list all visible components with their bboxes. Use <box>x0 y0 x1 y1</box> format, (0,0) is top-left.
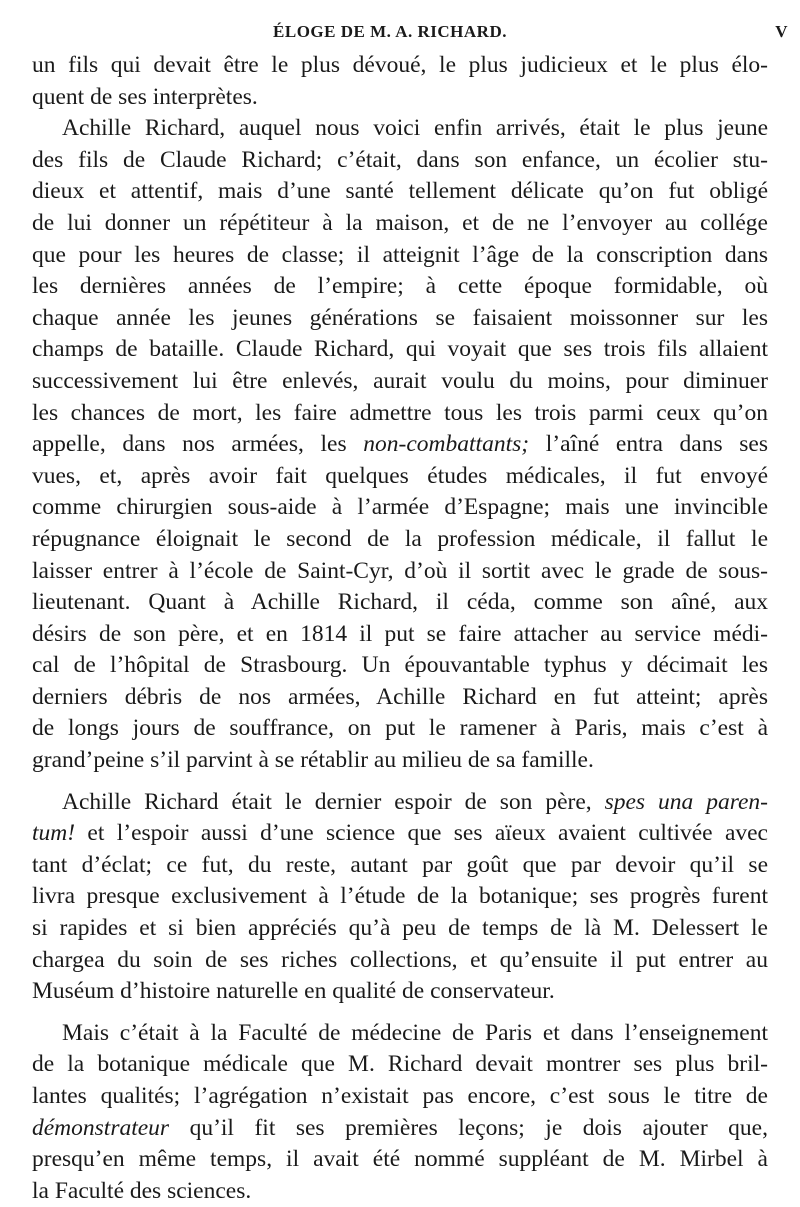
paragraph <box>32 113 768 776</box>
text-line: un fils qui devait être le plus dévoué, le plus judicieux et le plus élo- <box>32 52 768 78</box>
paragraph-gap <box>32 1008 768 1018</box>
text-line: les dernières années de l’empire; à cette époque formidable, où <box>32 273 768 300</box>
running-head <box>40 22 788 48</box>
paragraph <box>32 50 768 113</box>
text-line: chargea du soin de ses riches collections, et qu’ensuite il put entrer au <box>32 946 768 973</box>
body-text <box>32 50 768 1207</box>
text-line: dieux et attentif, mais d’une santé tellement délicate qu’on fut obligé <box>32 178 768 205</box>
text-line: de la botanique médicale que M. Richard devait montrer ses plus bril- <box>32 1051 768 1078</box>
text-line: désirs de son père, et en 1814 il put se faire attacher au service médi- <box>32 620 768 647</box>
paragraph <box>32 1018 768 1207</box>
text-line: Achille Richard, auquel nous voici enfin arrivés, était le plus jeune <box>62 115 768 142</box>
text-line: grand’peine s’il parvint à se rétablir au milieu de sa famille. <box>32 747 594 774</box>
italic-text: tum! <box>32 820 76 847</box>
text-line: Muséum d’histoire naturelle en qualité de conservateur. <box>32 978 555 1005</box>
text-span: l’aîné entra dans ses <box>529 431 769 458</box>
text-span: qu’il fit ses premières leçons; je dois ajouter que, <box>169 1114 768 1141</box>
text-line: la Faculté des sciences. <box>32 1177 252 1204</box>
paragraph <box>32 787 768 1008</box>
italic-text: spes una paren- <box>604 788 768 815</box>
running-title: ÉLOGE DE M. A. RICHARD. <box>273 22 507 41</box>
text-line: de longs jours de souffrance, on put le ramener à Paris, mais c’est à <box>32 715 768 742</box>
text-line: des fils de Claude Richard; c’était, dans son enfance, un écolier stu- <box>32 146 768 173</box>
text-span: et l’espoir aussi d’une science que ses aïeux avaient cultivée avec <box>75 820 768 847</box>
text-line: successivement lui être enlevés, aurait voulu du moins, pour diminuer <box>32 367 768 394</box>
text-line <box>32 818 768 850</box>
text-line <box>32 787 768 819</box>
text-line: les chances de mort, les faire admettre tous les trois parmi ceux qu’on <box>32 399 768 426</box>
text-line: lantes qualités; l’agrégation n’existait pas encore, c’est sous le titre de <box>32 1083 768 1109</box>
italic-text: non-combattants; <box>363 431 530 458</box>
text-line <box>32 1113 768 1145</box>
text-line: chaque année les jeunes générations se faisaient moissonner sur les <box>32 304 768 331</box>
text-line: livra presque exclusivement à l’étude de la botanique; ses progrès furent <box>32 883 768 910</box>
text-line: presqu’en même temps, il avait été nommé suppléant de M. Mirbel à <box>32 1146 768 1173</box>
text-line: de lui donner un répétiteur à la maison, et de ne l’envoyer au collége <box>32 209 768 236</box>
text-line: que pour les heures de classe; il atteignit l’âge de la conscription dans <box>32 241 768 268</box>
text-line: tant d’éclat; ce fut, du reste, autant par goût que par devoir qu’il se <box>32 851 768 878</box>
text-line: si rapides et si bien appréciés qu’à peu de temps de là M. Delessert le <box>32 915 768 942</box>
text-line: comme chirurgien sous-aide à l’armée d’Espagne; mais une invincible <box>32 494 768 521</box>
text-line: vues, et, après avoir fait quelques études médicales, il fut envoyé <box>32 462 768 489</box>
text-line: quent de ses interprètes. <box>32 83 258 110</box>
text-line: derniers débris de nos armées, Achille Richard en fut atteint; après <box>32 683 768 710</box>
page-number: V <box>775 22 788 41</box>
text-span: Achille Richard était le dernier espoir de son père, <box>62 788 605 815</box>
text-line: répugnance éloignait le second de la profession médicale, il fallut le <box>32 525 768 552</box>
text-line: Mais c’était à la Faculté de médecine de Paris et dans l’enseignement <box>62 1019 768 1046</box>
italic-text: démonstrateur <box>32 1114 170 1141</box>
paragraph-gap <box>32 777 768 787</box>
text-line: champs de bataille. Claude Richard, qui voyait que ses trois fils allaient <box>32 336 768 363</box>
text-line: laisser entrer à l’école de Saint-Cyr, d’où il sortit avec le grade de sous- <box>32 557 768 584</box>
text-span: appelle, dans nos armées, les <box>32 431 364 458</box>
text-line: cal de l’hôpital de Strasbourg. Un épouvantable typhus y décimait les <box>32 652 768 679</box>
text-line: lieutenant. Quant à Achille Richard, il céda, comme son aîné, aux <box>32 589 768 616</box>
text-line <box>32 429 768 461</box>
